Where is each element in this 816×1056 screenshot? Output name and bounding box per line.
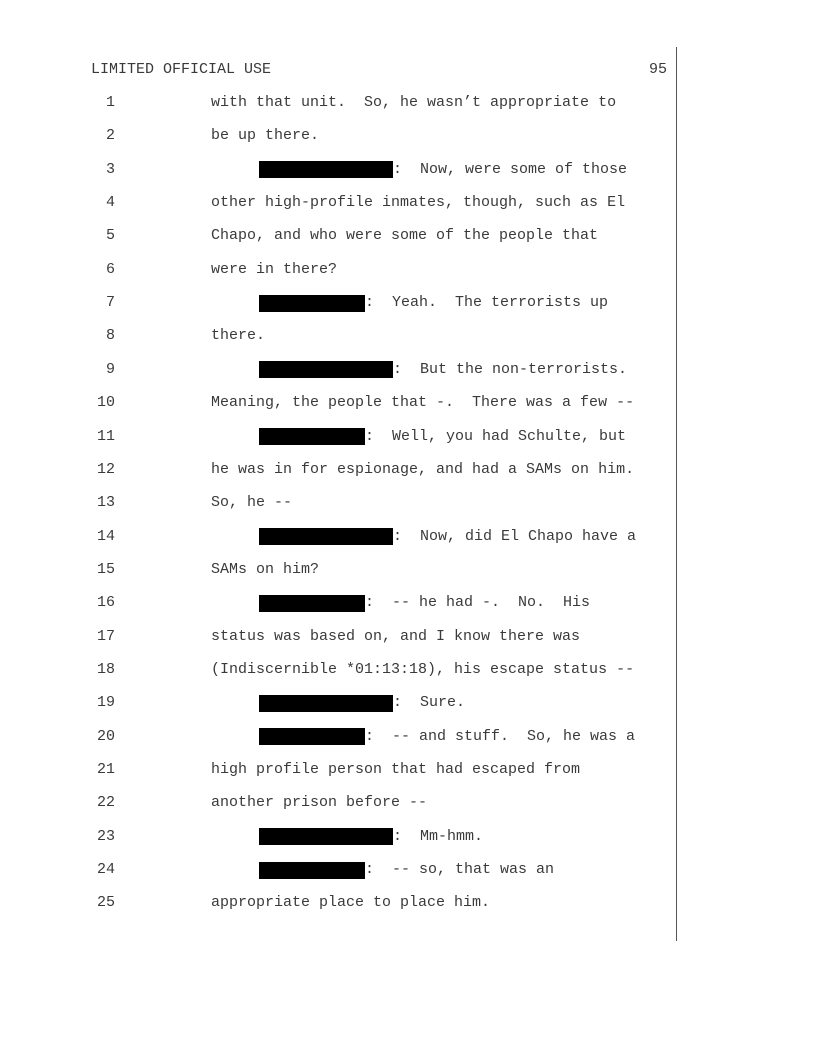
transcript-line [0,193,676,213]
transcript-line [0,460,676,480]
line-text: other high-profile inmates, though, such as El [211,194,626,212]
line-number: 19 [96,694,115,712]
transcript-line [0,593,676,613]
speaker-line [259,727,635,747]
transcript-line [0,860,676,880]
line-number: 3 [105,160,115,178]
line-number: 17 [96,627,115,645]
speaker-line [259,860,554,880]
line-text: : Mm-hmm. [393,827,484,845]
line-number: 13 [96,494,115,512]
line-text: Meaning, the people that -. There was a few -- [211,394,635,412]
transcript-line [0,427,676,447]
transcript-line [0,793,676,813]
line-text: were in there? [211,260,338,278]
speaker-line [259,160,627,180]
line-number: 20 [96,727,115,745]
page-number: 95 [648,61,667,78]
transcript-line [0,827,676,847]
redacted-speaker-name [259,295,365,312]
line-number: 8 [105,327,115,345]
line-text: : -- and stuff. So, he was a [365,727,636,745]
line-text: high profile person that had escaped from [211,761,581,778]
transcript-line [0,660,676,680]
speaker-line [259,593,590,613]
line-number: 7 [105,294,115,312]
line-text: So, he -- [211,494,293,512]
line-number: 1 [105,94,115,111]
line-number: 10 [96,394,115,412]
line-text: there. [211,327,266,345]
redacted-speaker-name [259,728,365,745]
transcript-line [0,693,676,713]
line-number: 9 [105,360,115,378]
redacted-speaker-name [259,361,393,378]
transcript-line [0,760,676,780]
redacted-speaker-name [259,428,365,445]
line-text: : Now, did El Chapo have a [393,527,637,545]
line-number: 4 [105,194,115,212]
transcript-line [0,93,676,113]
line-text: SAMs on him? [211,560,320,578]
speaker-line [259,693,465,713]
line-text: : Sure. [393,694,466,712]
line-text: Chapo, and who were some of the people that [211,227,599,245]
transcript-line [0,627,676,647]
redacted-speaker-name [259,161,393,178]
speaker-line [259,527,636,547]
line-number: 2 [105,127,115,145]
line-number: 21 [96,761,115,778]
redacted-speaker-name [259,528,393,545]
line-text: : But the non-terrorists. [393,360,628,378]
line-text: be up there. [211,127,320,145]
speaker-line [259,293,608,313]
line-number: 16 [96,594,115,612]
margin-rule [676,47,677,941]
line-number: 14 [96,527,115,545]
transcript-line [0,727,676,747]
line-text: (Indiscernible *01:13:18), his escape status -- [211,660,635,678]
line-text: appropriate place to place him. [211,894,491,912]
transcript-line [0,260,676,280]
speaker-line [259,427,626,447]
redacted-speaker-name [259,862,365,879]
redacted-speaker-name [259,695,393,712]
transcript-line [0,226,676,246]
speaker-line [259,827,483,847]
transcript-line [0,160,676,180]
line-number: 6 [105,260,115,278]
line-text: : Now, were some of those [393,160,628,178]
line-number: 12 [96,460,115,478]
line-text: : Well, you had Schulte, but [365,427,627,445]
line-text: status was based on, and I know there was [211,627,581,645]
line-text: with that unit. So, he wasn’t appropriate to [211,94,617,111]
line-text: : Yeah. The terrorists up [365,294,609,312]
classification-header: LIMITED OFFICIAL USE [91,61,272,78]
line-text: another prison before -- [211,794,428,812]
line-number: 5 [105,227,115,245]
transcript-line [0,493,676,513]
line-number: 22 [96,794,115,812]
line-number: 25 [96,894,115,912]
line-text: : -- he had -. No. His [365,594,591,612]
transcript-line [0,326,676,346]
line-text: he was in for espionage, and had a SAMs on him. [211,460,635,478]
transcript-line [0,893,676,913]
transcript-line [0,126,676,146]
line-number: 15 [96,560,115,578]
line-number: 18 [96,660,115,678]
redacted-speaker-name [259,595,365,612]
line-text: : -- so, that was an [365,861,555,879]
redacted-speaker-name [259,828,393,845]
transcript-line [0,293,676,313]
transcript-line [0,560,676,580]
speaker-line [259,360,627,380]
transcript-line [0,360,676,380]
line-number: 11 [96,427,115,445]
line-number: 24 [96,861,115,879]
line-number: 23 [96,827,115,845]
transcript-line [0,527,676,547]
transcript-line [0,393,676,413]
